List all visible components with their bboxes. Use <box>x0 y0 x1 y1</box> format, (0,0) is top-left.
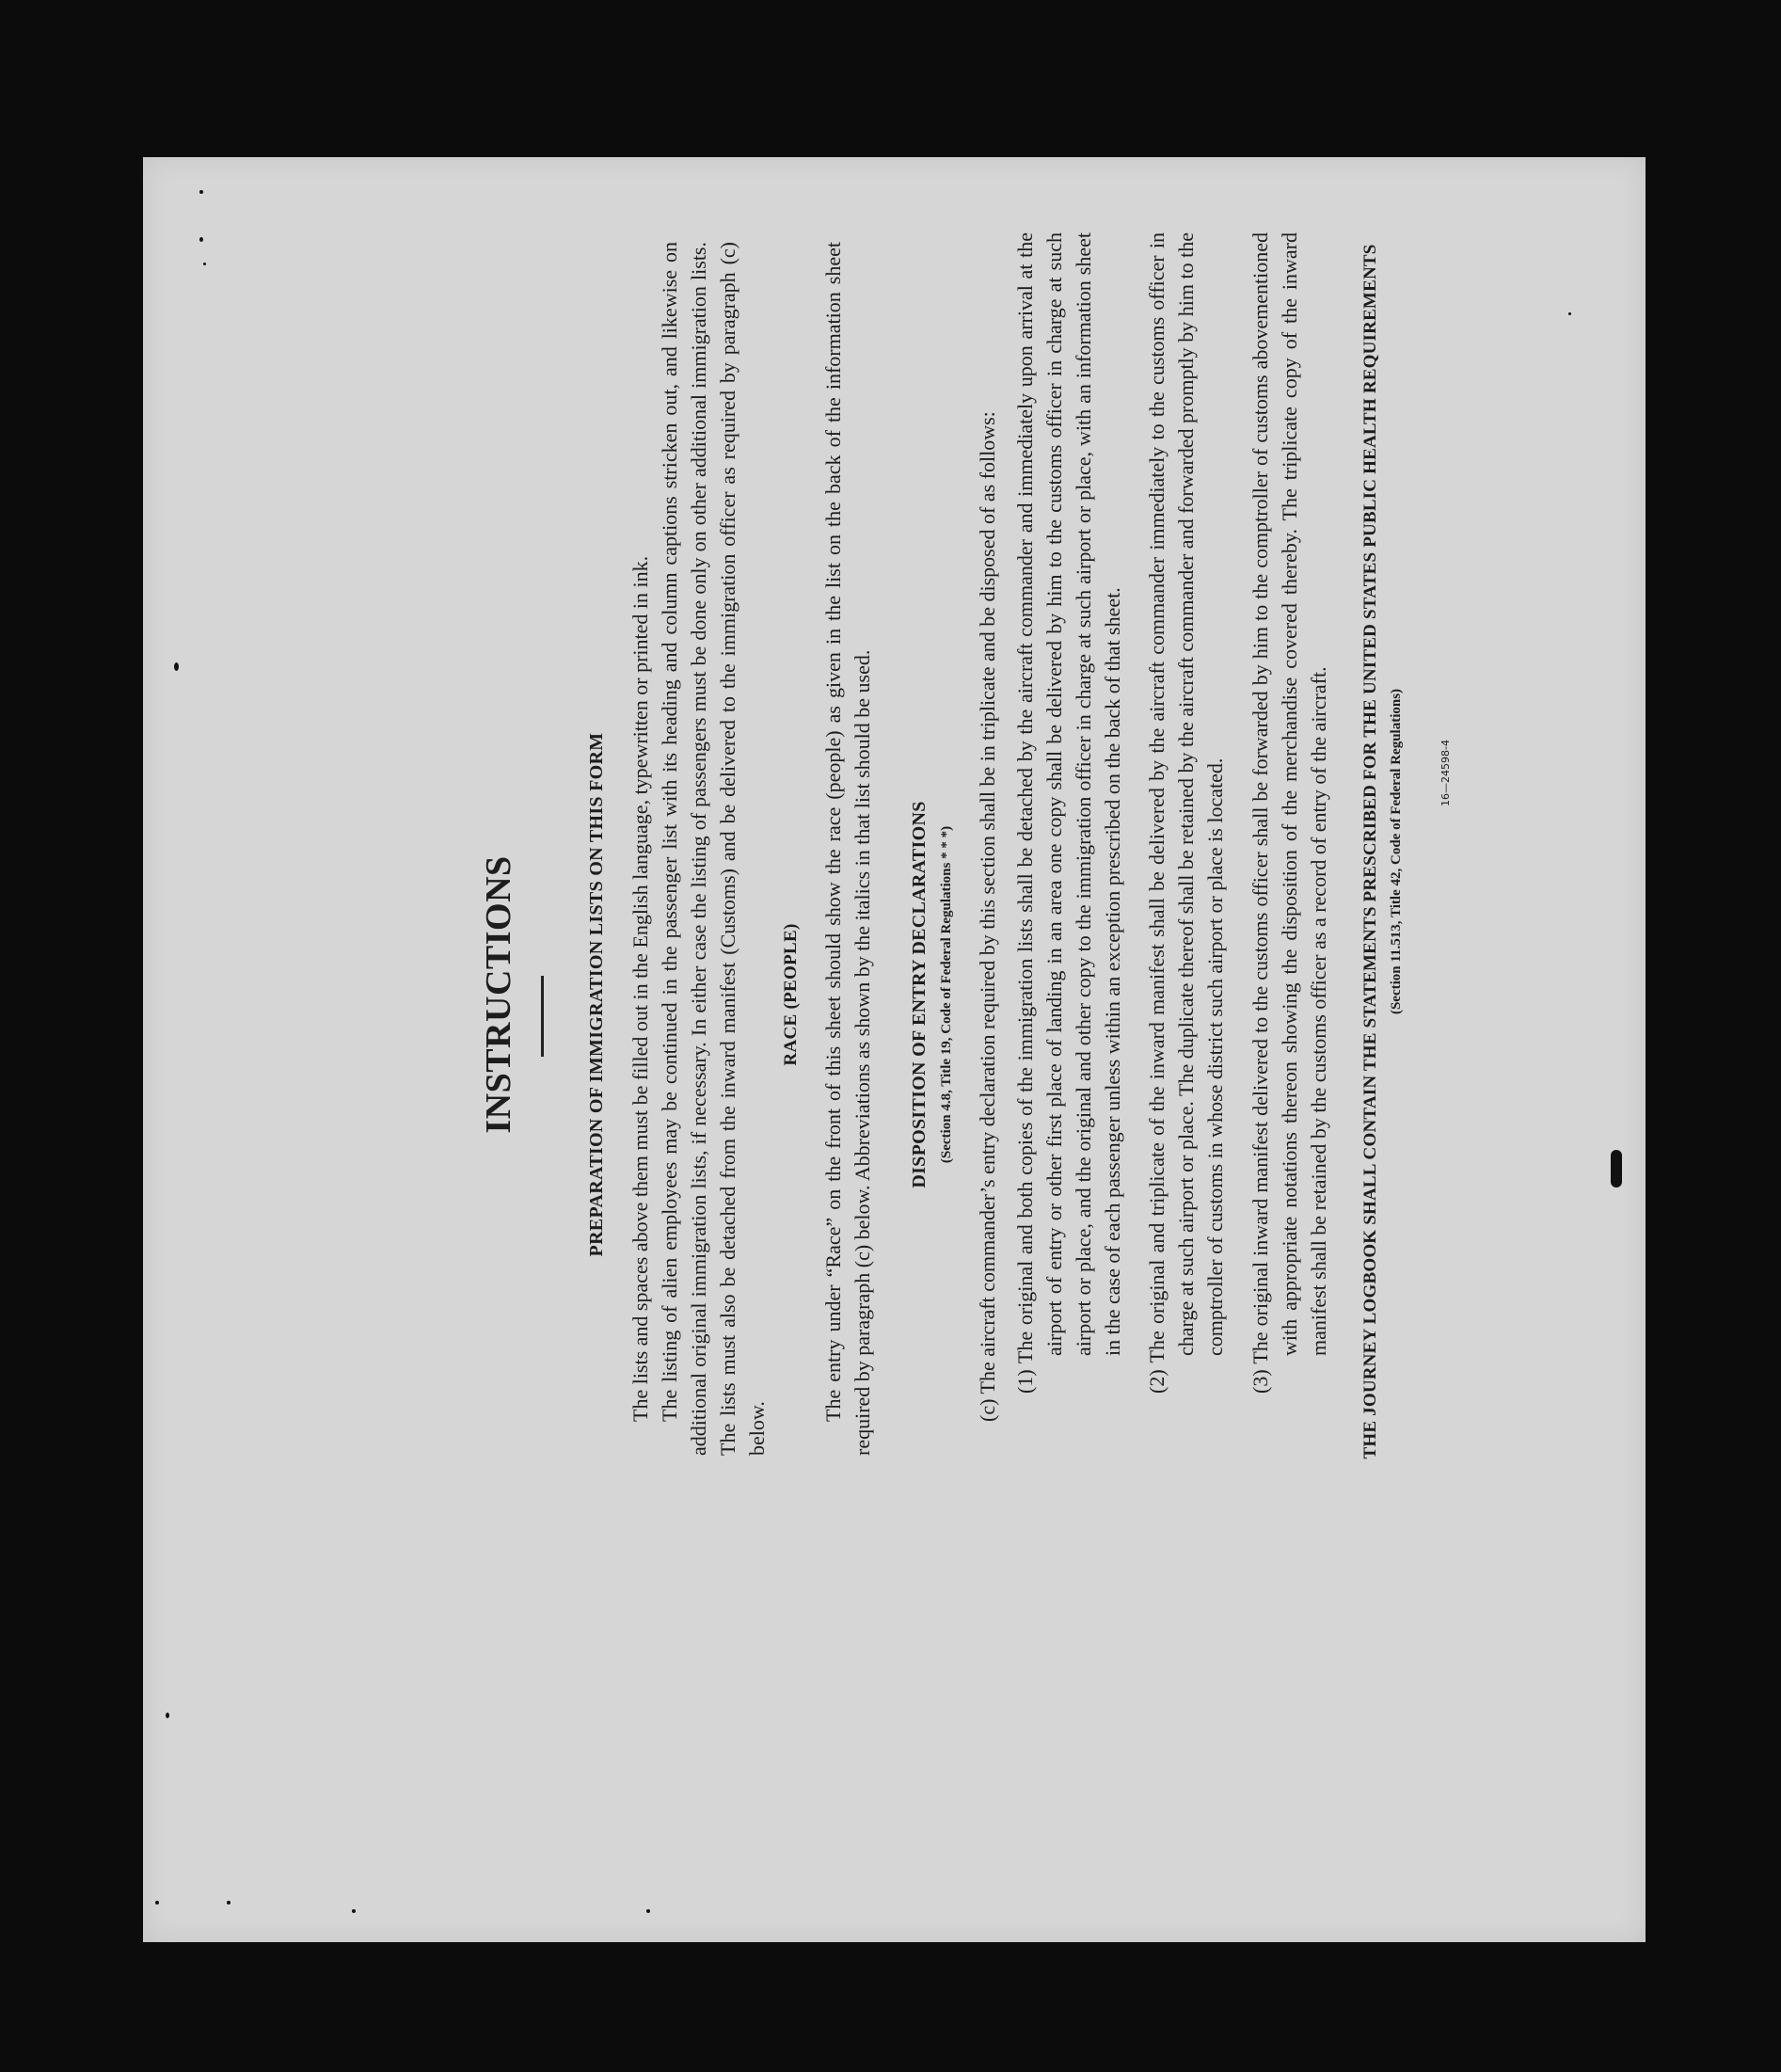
disposition-intro: (c) The aircraft commander’s entry declaration required by this section shall be in triplicate and be disposed of as follows: <box>976 411 999 1422</box>
preparation-paragraph-1: The lists and spaces above them must be filled out in the English language, typewritten or printed in ink. <box>628 555 652 1422</box>
document-page <box>143 157 1646 1942</box>
speck <box>199 237 203 242</box>
speck <box>227 1901 231 1905</box>
preparation-heading: PREPARATION OF IMMIGRATION LISTS ON THIS FORM <box>586 732 607 1257</box>
form-code: 16—24598-4 <box>1439 740 1452 806</box>
speck <box>1568 312 1571 315</box>
disposition-item-1: (1) The original and both copies of the immigration lists shall be detached by the aircraft commander and immediately upon arrival at the airport of entry or other first place of landing in an area one copy shall be delivered by him to the customs officer in charge at such airport or place, and the original and other copy to the immigration officer in charge at such airport or place, with an information sheet in the case of each passenger unless within an exception prescribed on the back of that sheet. <box>1013 232 1124 1394</box>
disposition-citation: (Section 4.8, Title 19, Code of Federal Regulations * * *) <box>939 825 954 1164</box>
disposition-item-3: (3) The original inward manifest delivered to the customs officer shall be forwarded by him to the comptroller of customs abovementioned with appropriate notations thereon showing the disposition of the merchandise covered thereby. The triplicate copy of the inward manifest shall be retained by the customs officer as a record of entry of the aircraft. <box>1248 232 1330 1394</box>
disposition-item-2: (2) The original and triplicate of the inward manifest shall be delivered by the aircraft commander immediately to the customs officer in charge at such airport or place. The duplicate thereof shall be retained by the aircraft commander and forwarded promptly by him to the comptroller of customs in whose district such airport or place is located. <box>1145 232 1227 1394</box>
footer-citation: (Section 11.513, Title 42, Code of Federal Regulations) <box>1389 688 1404 1015</box>
page-title: INSTRUCTIONS <box>479 855 518 1134</box>
race-paragraph: The entry under “Race” on the front of this sheet should show the race (people) as given in the list on the back of the information sheet required by paragraph (c) below. Abbreviations as shown by the italics in that list should be used. <box>821 242 874 1456</box>
disposition-heading: DISPOSITION OF ENTRY DECLARATIONS <box>909 801 930 1188</box>
speck <box>155 1901 159 1905</box>
preparation-paragraph-2: The listing of alien employees may be continued in the passenger list with its heading and column captions stricken out, and likewise on additional original immigration lists, if necessary. In either case the listing of passengers must be done only on other additional immigration lists. The lists must also be detached from the inward manifest (Customs) and be delivered to the immigration officer as required by paragraph (c) below. <box>658 242 769 1456</box>
title-underline <box>541 976 544 1057</box>
speck <box>174 662 179 671</box>
speck <box>1611 1150 1622 1187</box>
disposition-intro-block <box>973 242 1002 1422</box>
speck <box>199 190 203 194</box>
speck <box>352 1909 356 1913</box>
speck <box>203 263 206 265</box>
race-heading: RACE (PEOPLE) <box>781 923 801 1066</box>
speck <box>166 1713 169 1718</box>
rotated-content <box>320 204 1646 1785</box>
race-text <box>819 242 877 1456</box>
preparation-text <box>626 242 771 1456</box>
speck <box>646 1909 650 1913</box>
footer-requirements: THE JOURNEY LOGBOOK SHALL CONTAIN THE STATEMENTS PRESCRIBED FOR THE UNITED STATES PUBLIC HEALTH REQUIREMENTS <box>1360 244 1380 1459</box>
